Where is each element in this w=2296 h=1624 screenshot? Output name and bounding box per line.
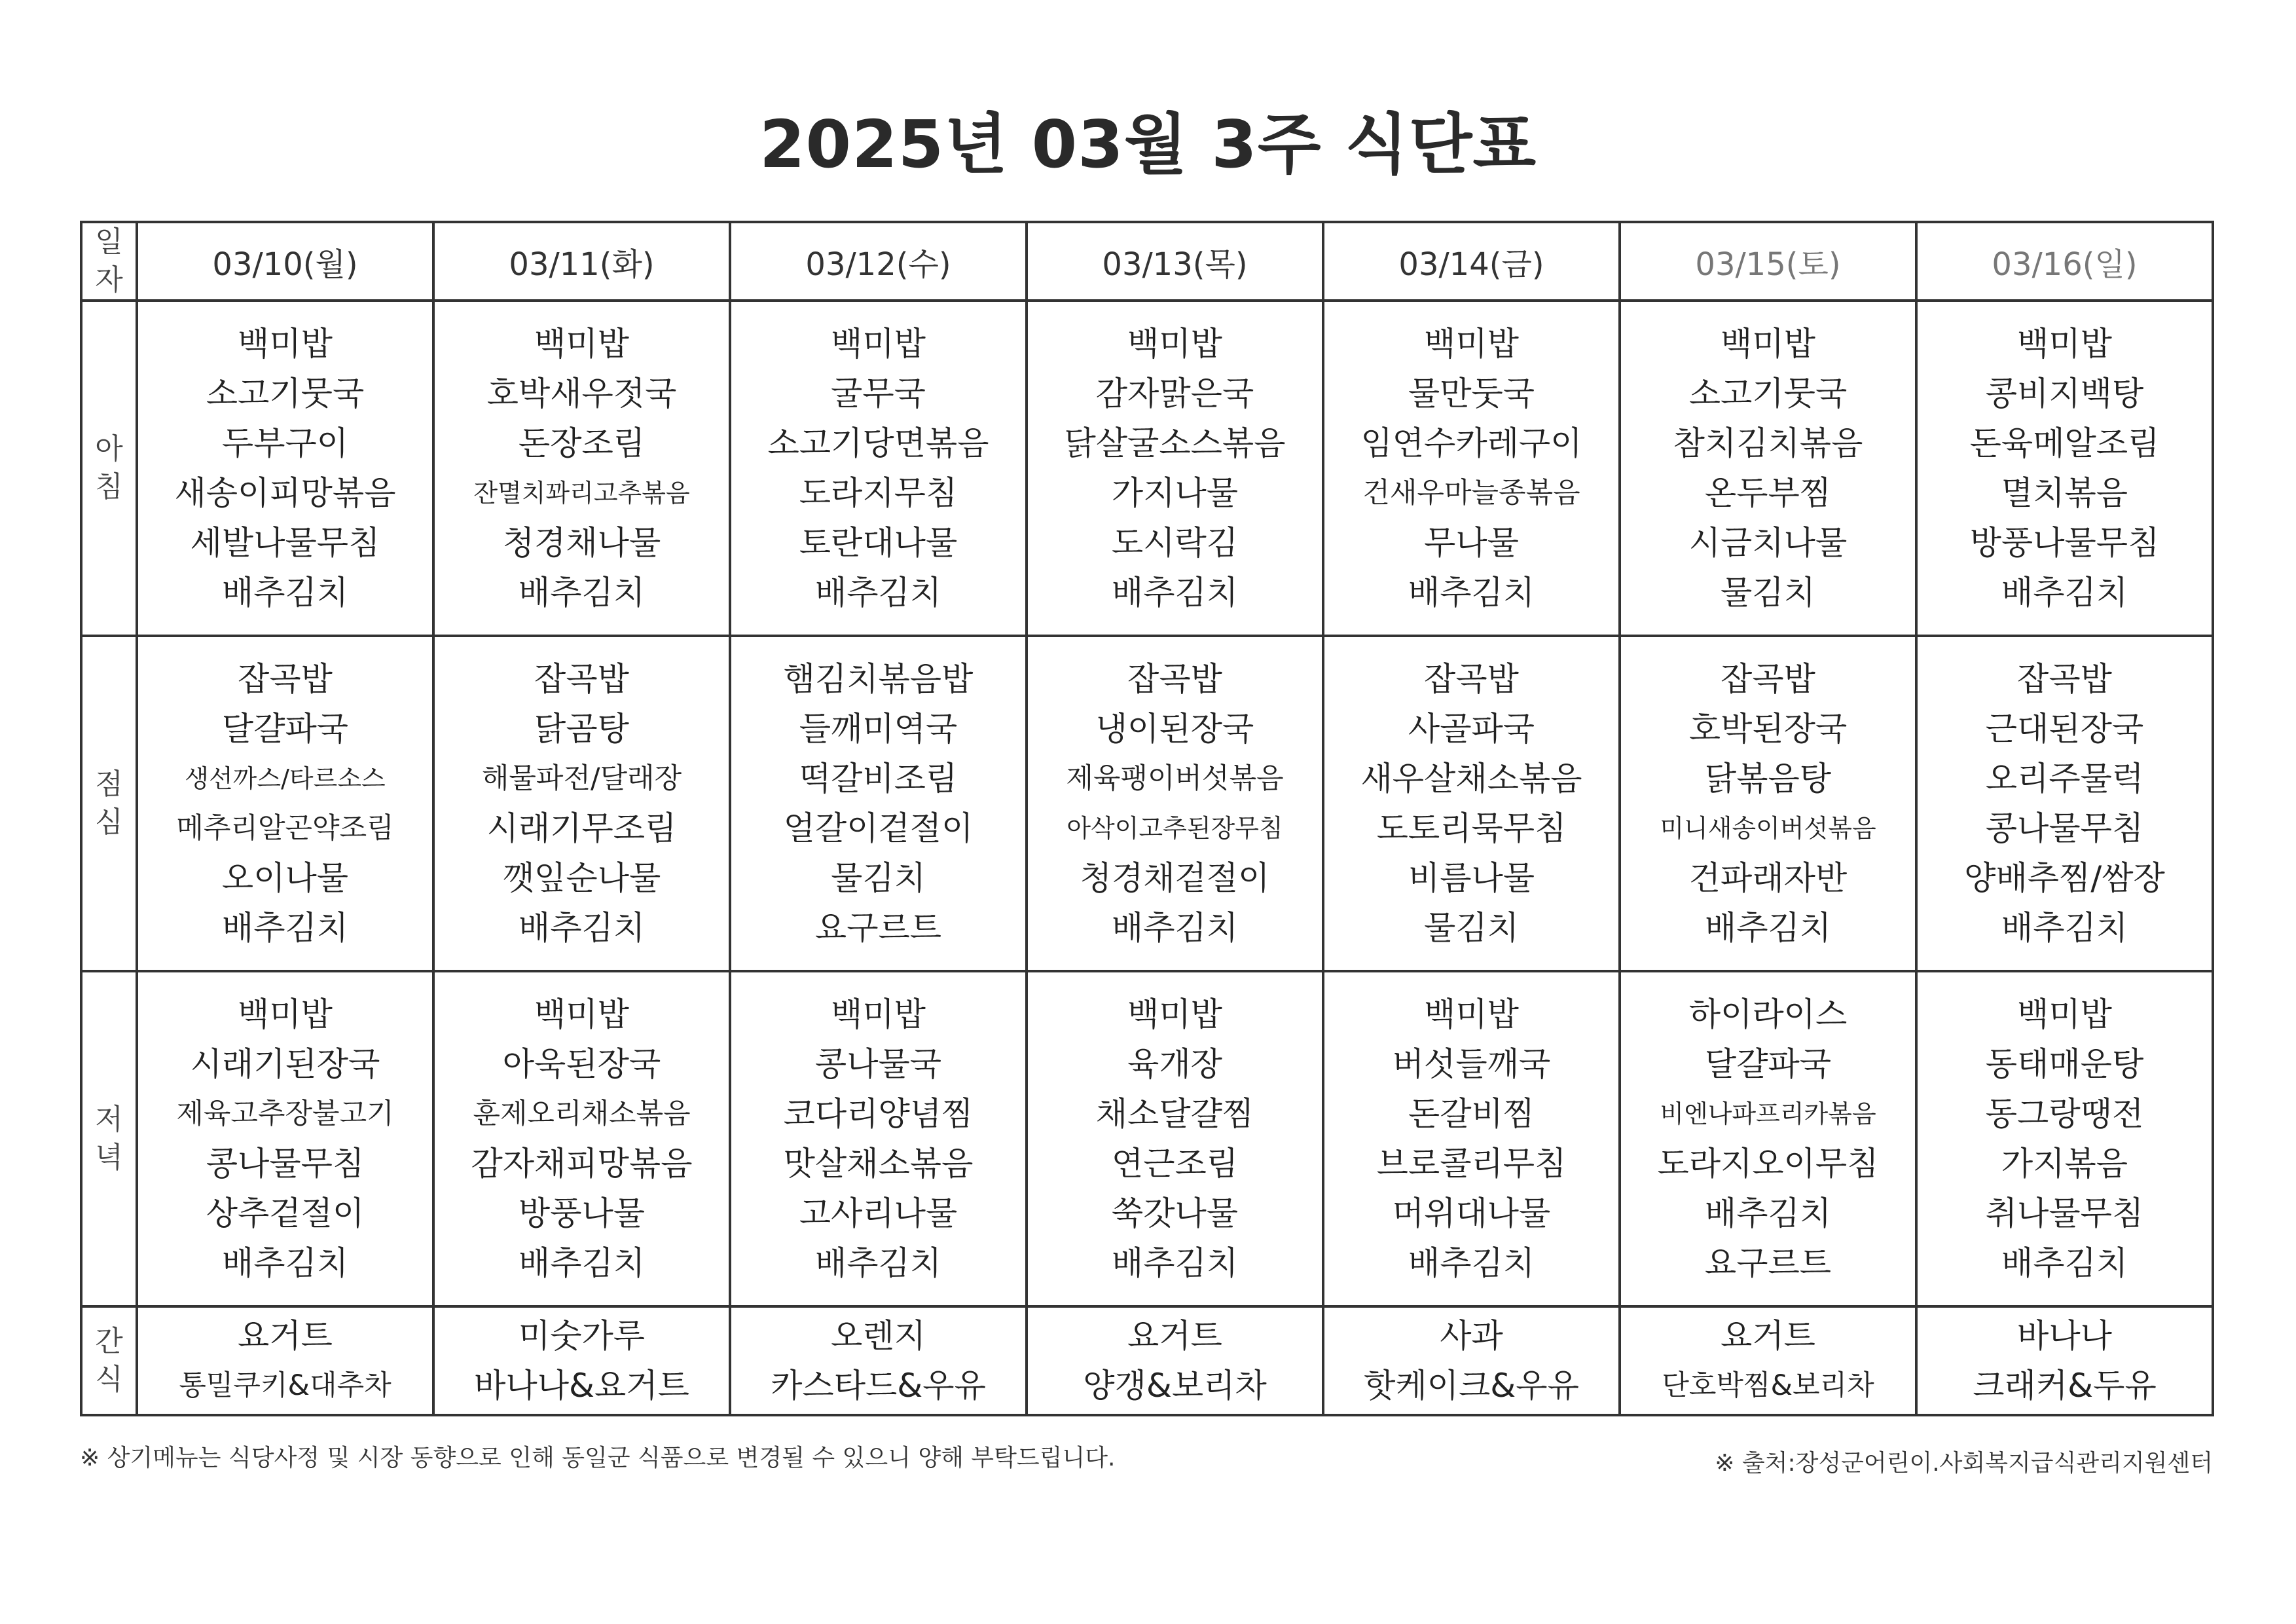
menu-item-list <box>1621 654 1915 953</box>
menu-item-list <box>435 654 729 953</box>
menu-item-list <box>435 319 729 618</box>
menu-item: 양갱&보리차 <box>1083 1367 1267 1405</box>
dinner-row <box>81 971 2213 1306</box>
menu-cell <box>1916 636 2213 971</box>
menu-item-list <box>731 654 1025 953</box>
menu-item: 청경채나물 <box>502 524 661 562</box>
row-label-char: 일 <box>95 225 123 259</box>
menu-cell <box>1916 301 2213 636</box>
menu-item-list <box>731 1311 1025 1411</box>
menu-cell <box>137 301 433 636</box>
menu-item: 건새우마늘종볶음 <box>1362 477 1580 509</box>
menu-item: 새우살채소볶음 <box>1360 760 1582 798</box>
menu-cell <box>1620 636 1916 971</box>
day-header-sun: 03/16(일) <box>1916 222 2213 301</box>
row-label-char: 식 <box>95 1363 123 1396</box>
menu-item: 바나나 <box>2017 1317 2112 1355</box>
menu-item: 무나물 <box>1424 524 1519 562</box>
menu-item: 감자맑은국 <box>1095 375 1254 413</box>
menu-item: 오리주물럭 <box>1985 760 2144 798</box>
menu-item: 크래커&두유 <box>1973 1367 2157 1405</box>
snack-label <box>81 1306 137 1415</box>
menu-cell <box>1027 971 1323 1306</box>
menu-item-list <box>435 989 729 1288</box>
menu-item: 시래기된장국 <box>190 1045 380 1083</box>
menu-item: 얼갈이겉절이 <box>783 809 974 847</box>
menu-item-list <box>1621 319 1915 618</box>
menu-item: 잡곡밥 <box>238 660 333 698</box>
day-header-wed: 03/12(수) <box>730 222 1027 301</box>
menu-item: 백미밥 <box>534 325 629 363</box>
menu-item: 동그랑땡전 <box>1985 1095 2144 1133</box>
meal-plan-body <box>81 301 2213 1415</box>
menu-item-list <box>1918 989 2212 1288</box>
menu-item: 배추김치 <box>1704 1194 1832 1232</box>
header-row <box>81 222 2213 301</box>
menu-cell <box>730 636 1027 971</box>
menu-item: 비름나물 <box>1408 859 1535 897</box>
menu-item: 닭볶음탕 <box>1704 760 1832 798</box>
menu-item: 백미밥 <box>1424 325 1519 363</box>
menu-item: 달걀파국 <box>1704 1045 1832 1083</box>
menu-item: 임연수카레구이 <box>1360 424 1582 462</box>
menu-item: 요구르트 <box>1704 1244 1832 1282</box>
menu-item: 생선까스/타르소스 <box>185 764 386 793</box>
menu-item: 토란대나물 <box>799 524 958 562</box>
menu-item: 닭곰탕 <box>534 710 629 748</box>
menu-item: 요거트 <box>1721 1317 1815 1355</box>
lunch-row <box>81 636 2213 971</box>
menu-item: 제육고추장불고기 <box>176 1098 394 1130</box>
row-label-char: 자 <box>95 263 123 297</box>
day-header-sat: 03/15(토) <box>1620 222 1916 301</box>
menu-cell <box>1027 636 1323 971</box>
menu-item: 단호박찜&보리차 <box>1662 1369 1874 1402</box>
menu-item: 떡갈비조림 <box>799 760 958 798</box>
row-label-char: 심 <box>95 805 123 839</box>
menu-item-list <box>1028 654 1322 953</box>
row-label-char: 간 <box>95 1325 123 1358</box>
row-label-char: 아 <box>95 432 123 466</box>
menu-item: 달걀파국 <box>221 710 349 748</box>
breakfast-label <box>81 301 137 636</box>
lunch-label <box>81 636 137 971</box>
menu-item: 소고기뭇국 <box>1688 375 1848 413</box>
menu-item: 사골파국 <box>1408 710 1535 748</box>
menu-item: 브로콜리무침 <box>1376 1145 1567 1183</box>
menu-item-list <box>1918 319 2212 618</box>
menu-item: 아욱된장국 <box>502 1045 661 1083</box>
menu-item: 배추김치 <box>1408 574 1535 612</box>
menu-item: 코다리양념찜 <box>783 1095 974 1133</box>
menu-item-list <box>1028 319 1322 618</box>
menu-item: 돈갈비찜 <box>1408 1095 1535 1133</box>
menu-item: 통밀쿠키&대추차 <box>179 1369 392 1402</box>
menu-item: 백미밥 <box>238 995 333 1033</box>
menu-cell <box>1323 636 1620 971</box>
menu-item: 백미밥 <box>534 995 629 1033</box>
menu-item-list <box>1621 989 1915 1288</box>
menu-item: 도토리묵무침 <box>1376 809 1567 847</box>
menu-item: 미니새송이버섯볶음 <box>1660 814 1876 843</box>
menu-item: 머위대나물 <box>1392 1194 1551 1232</box>
menu-cell <box>730 971 1027 1306</box>
menu-item: 청경채겉절이 <box>1080 859 1270 897</box>
menu-item: 방풍나물무침 <box>1969 524 2160 562</box>
menu-item: 콩비지백탕 <box>1985 375 2144 413</box>
dinner-label <box>81 971 137 1306</box>
menu-item: 호박새우젓국 <box>486 375 677 413</box>
menu-item-list <box>1028 989 1322 1288</box>
menu-item: 도라지오이무침 <box>1657 1145 1879 1183</box>
source-note: ※ 출처:장성군어린이.사회복지급식관리지원센터 <box>1715 1450 2213 1477</box>
menu-item: 요구르트 <box>814 909 942 947</box>
menu-item: 배추김치 <box>2001 909 2128 947</box>
menu-item: 잡곡밥 <box>1721 660 1815 698</box>
menu-item: 육개장 <box>1127 1045 1222 1083</box>
menu-item: 들깨미역국 <box>799 710 958 748</box>
menu-item-list <box>138 989 432 1288</box>
menu-cell <box>1916 1306 2213 1415</box>
menu-item: 배추김치 <box>1111 574 1239 612</box>
menu-item: 취나물무침 <box>1985 1194 2144 1232</box>
menu-item: 백미밥 <box>1127 325 1222 363</box>
menu-item-list <box>138 319 432 618</box>
menu-item: 새송이피망볶음 <box>174 474 396 512</box>
menu-cell <box>1323 1306 1620 1415</box>
menu-item: 물김치 <box>1721 574 1815 612</box>
menu-cell <box>433 971 730 1306</box>
menu-item: 콩나물국 <box>814 1045 942 1083</box>
menu-item: 잔멸치꽈리고추볶음 <box>473 479 690 507</box>
menu-item-list <box>1918 654 2212 953</box>
date-row-label <box>81 222 137 301</box>
menu-item: 돈육메알조림 <box>1969 424 2160 462</box>
menu-item-list <box>138 654 432 953</box>
page-title: 2025년 03월 3주 식단표 <box>759 106 1537 183</box>
menu-item: 돈장조림 <box>518 424 646 462</box>
menu-item: 쑥갓나물 <box>1111 1194 1239 1232</box>
menu-item: 두부구이 <box>221 424 349 462</box>
day-header-thu: 03/13(목) <box>1027 222 1323 301</box>
snack-row <box>81 1306 2213 1415</box>
menu-item: 아삭이고추된장무침 <box>1066 814 1283 843</box>
menu-item: 채소달걀찜 <box>1095 1095 1254 1133</box>
menu-item: 배추김치 <box>221 909 349 947</box>
menu-item: 사과 <box>1440 1317 1503 1355</box>
menu-item: 냉이된장국 <box>1095 710 1254 748</box>
menu-cell <box>433 636 730 971</box>
menu-item: 백미밥 <box>2017 325 2112 363</box>
menu-item-list <box>435 1311 729 1411</box>
menu-item: 동태매운탕 <box>1985 1045 2144 1083</box>
menu-cell <box>137 971 433 1306</box>
menu-item-list <box>138 1311 432 1411</box>
menu-item: 배추김치 <box>221 1244 349 1282</box>
menu-cell <box>1323 301 1620 636</box>
menu-item: 시래기무조림 <box>486 809 677 847</box>
menu-item: 세발나물무침 <box>190 524 380 562</box>
menu-item: 미숫가루 <box>518 1317 646 1355</box>
menu-cell <box>1620 301 1916 636</box>
menu-item: 소고기당면볶음 <box>767 424 989 462</box>
menu-item: 배추김치 <box>1408 1244 1535 1282</box>
row-label-char: 점 <box>95 767 123 801</box>
menu-item: 배추김치 <box>2001 574 2128 612</box>
menu-item: 가지볶음 <box>2001 1145 2128 1183</box>
menu-item: 백미밥 <box>1721 325 1815 363</box>
menu-item: 배추김치 <box>1111 909 1239 947</box>
menu-item-list <box>1028 1311 1322 1411</box>
menu-item: 잡곡밥 <box>2017 660 2112 698</box>
menu-item: 굴무국 <box>831 375 926 413</box>
menu-item: 배추김치 <box>2001 1244 2128 1282</box>
menu-cell <box>137 1306 433 1415</box>
menu-item: 잡곡밥 <box>534 660 629 698</box>
menu-item: 닭살굴소스볶음 <box>1064 424 1286 462</box>
menu-item: 상추겉절이 <box>206 1194 365 1232</box>
menu-item: 카스타드&우유 <box>771 1367 986 1405</box>
menu-item: 잡곡밥 <box>1127 660 1222 698</box>
menu-item: 배추김치 <box>221 574 349 612</box>
menu-cell <box>433 301 730 636</box>
day-header-mon: 03/10(월) <box>137 222 433 301</box>
menu-item: 배추김치 <box>518 1244 646 1282</box>
menu-cell <box>1027 1306 1323 1415</box>
menu-item: 백미밥 <box>238 325 333 363</box>
menu-item-list <box>731 319 1025 618</box>
menu-item: 양배추찜/쌈장 <box>1964 859 2165 897</box>
menu-item: 하이라이스 <box>1688 995 1848 1033</box>
menu-item: 오이나물 <box>221 859 349 897</box>
menu-item-list <box>1324 989 1618 1288</box>
menu-item: 잡곡밥 <box>1424 660 1519 698</box>
menu-item: 도라지무침 <box>799 474 958 512</box>
menu-item: 감자채피망볶음 <box>471 1145 693 1183</box>
menu-item-list <box>1621 1311 1915 1411</box>
menu-item: 맛살채소볶음 <box>783 1145 974 1183</box>
menu-item: 호박된장국 <box>1688 710 1848 748</box>
menu-item: 방풍나물 <box>518 1194 646 1232</box>
menu-item: 배추김치 <box>814 574 942 612</box>
menu-item: 해물파전/달래장 <box>481 762 682 795</box>
menu-item: 배추김치 <box>1111 1244 1239 1282</box>
menu-item-list <box>1918 1311 2212 1411</box>
menu-item: 백미밥 <box>2017 995 2112 1033</box>
menu-item: 콩나물무침 <box>206 1145 365 1183</box>
menu-item: 햄김치볶음밥 <box>783 660 974 698</box>
menu-item: 핫케이크&우유 <box>1364 1367 1579 1405</box>
menu-cell <box>433 1306 730 1415</box>
menu-cell <box>730 1306 1027 1415</box>
menu-item: 오렌지 <box>831 1317 926 1355</box>
menu-item: 버섯들깨국 <box>1392 1045 1551 1083</box>
menu-item: 요거트 <box>1127 1317 1222 1355</box>
disclaimer-note: ※ 상기메뉴는 식당사정 및 시장 동향으로 인해 동일군 식품으로 변경될 수 있으니 양해 부탁드립니다. <box>80 1445 1116 1471</box>
menu-item-list <box>731 989 1025 1288</box>
menu-item: 연근조림 <box>1111 1145 1239 1183</box>
menu-item: 물김치 <box>1424 909 1519 947</box>
menu-item: 요거트 <box>238 1317 333 1355</box>
row-label-char: 침 <box>95 470 123 504</box>
menu-item: 깻잎순나물 <box>502 859 661 897</box>
menu-item: 근대된장국 <box>1985 710 2144 748</box>
menu-item: 배추김치 <box>518 574 646 612</box>
menu-item: 백미밥 <box>1424 995 1519 1033</box>
menu-cell <box>1027 301 1323 636</box>
menu-item: 물만둣국 <box>1408 375 1535 413</box>
menu-item: 훈제오리채소볶음 <box>473 1098 691 1130</box>
menu-item: 도시락김 <box>1111 524 1239 562</box>
menu-item: 소고기뭇국 <box>206 375 365 413</box>
menu-cell <box>1916 971 2213 1306</box>
breakfast-row <box>81 301 2213 636</box>
menu-cell <box>1620 971 1916 1306</box>
menu-item: 백미밥 <box>831 995 926 1033</box>
menu-item: 멸치볶음 <box>2001 474 2128 512</box>
menu-cell <box>1620 1306 1916 1415</box>
menu-item: 메추리알곤약조림 <box>176 812 394 845</box>
menu-cell <box>1323 971 1620 1306</box>
menu-item-list <box>1324 1311 1618 1411</box>
row-label-char: 저 <box>95 1103 123 1136</box>
menu-item: 제육팽이버섯볶음 <box>1066 762 1284 795</box>
menu-item-list <box>1324 319 1618 618</box>
menu-item: 고사리나물 <box>799 1194 958 1232</box>
menu-item: 시금치나물 <box>1688 524 1848 562</box>
menu-item: 배추김치 <box>1704 909 1832 947</box>
menu-item: 백미밥 <box>1127 995 1222 1033</box>
menu-item: 물김치 <box>831 859 926 897</box>
menu-item: 배추김치 <box>518 909 646 947</box>
menu-item: 참치김치볶음 <box>1673 424 1863 462</box>
menu-item: 콩나물무침 <box>1985 809 2144 847</box>
menu-item: 바나나&요거트 <box>474 1367 689 1405</box>
day-header-fri: 03/14(금) <box>1323 222 1620 301</box>
menu-item: 건파래자반 <box>1688 859 1848 897</box>
menu-item: 온두부찜 <box>1704 474 1832 512</box>
menu-item-list <box>1324 654 1618 953</box>
menu-item: 비엔나파프리카볶음 <box>1660 1099 1876 1128</box>
day-header-tue: 03/11(화) <box>433 222 730 301</box>
menu-item: 배추김치 <box>814 1244 942 1282</box>
menu-item: 백미밥 <box>831 325 926 363</box>
menu-cell <box>137 636 433 971</box>
meal-plan-table <box>80 221 2214 1416</box>
menu-item: 가지나물 <box>1111 474 1239 512</box>
row-label-char: 녁 <box>95 1141 123 1174</box>
menu-cell <box>730 301 1027 636</box>
